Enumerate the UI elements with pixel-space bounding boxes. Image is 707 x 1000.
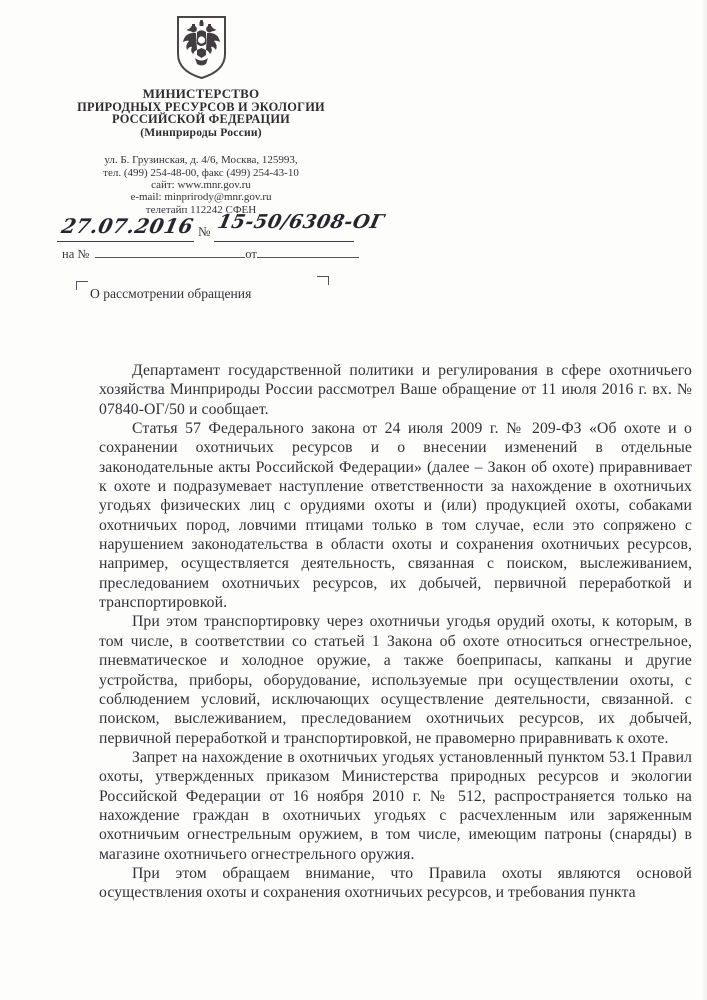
body-paragraph-3: При этом транспортировку через охотничьи угодья орудий охоты, к которым, в том числе, в соответствии со статьей 1 Закона об охоте относиться огнестрельное, пневматическое и холодное оружие, а также боеприпасы, капканы и другие устройства, приборы, оборудование, используемые при осуществлении охоты, с соблюдением условий, исключающих осуществление деятельности, связанной. с поиском, выслеживанием, преследованием охотничьих ресурсов, их добычей, первичной переработкой и транспортировкой, не правомерно приравнивать к охоте. [99,613,692,747]
body-paragraph-5: При этом обращаем внимание, что Правила охоты являются основой осуществления охоты и сохранения охотничьих ресурсов, и требования пункта [99,864,692,902]
subject-line: О рассмотрении обращения [90,286,252,301]
number-underline [214,241,354,242]
email: e-mail: minprirody@mnr.gov.ru [130,191,272,204]
date-underline [57,241,194,242]
body-paragraph-1: Департамент государственной политики и регулирования в сфере охотничьего хозяйства Минприроды России рассмотрел Ваше обращение от 11 июля 2016 г. вх. № 07840-ОГ/50 и сообщает. [99,362,692,418]
coat-of-arms-icon [175,14,228,81]
reply-date-blank [257,246,359,258]
postal-address: ул. Б. Грузинская, д. 4/6, Москва, 125993, [104,154,298,167]
handwritten-outgoing-number: 15-50/6308-ОГ [215,211,387,233]
ministry-short-name: (Минприроды России) [140,125,262,139]
website: сайт: www.mnr.gov.ru [151,178,251,191]
reply-from-label: от [245,247,257,261]
ministry-name [28,88,374,139]
reply-to-label: на № [62,247,90,261]
ministry-name-line3: РОССИЙСКОЙ ФЕДЕРАЦИИ [112,112,290,127]
scan-edge-shadow [701,0,707,1000]
addressee-corner-mark-left [76,281,88,290]
letter-body [99,361,692,903]
letterhead [28,0,374,216]
number-sign-label: № [198,224,211,239]
ministry-name-line2: ПРИРОДНЫХ РЕСУРСОВ И ЭКОЛОГИИ [77,99,325,114]
teletype: телетайп 112242 СФЕН [145,203,257,216]
phone-fax: тел. (499) 254-48-00, факс (499) 254-43-10 [103,166,299,179]
body-paragraph-4: Запрет на нахождение в охотничьих угодьях установленный пунктом 53.1 Правил охоты, утвержденных приказом Министерства природных ресурсов и экологии Российской Федерации от 16 ноября 2010 г. № 512, распространяется только на нахождение граждан в охотничьих угодьях с расчехленным или заряженным охотничьим огнестрельным оружием, в том числе, имеющим патроны (снаряды) в магазине охотничьего огнестрельного оружия. [99,748,692,863]
body-paragraph-2: Статья 57 Федерального закона от 24 июля 2009 г. № 209-ФЗ «Об охоте и о сохранении охотничьих ресурсов и о внесении изменений в отдельные законодательные акты Российской Федерации» (далее – Закон об охоте) приравнивает к охоте и подразумевает наступление ответственности за нахождение в охотничьих угодьях физических лиц с орудиями охоты и (или) продукцией охоты, собаками охотничьих пород, ловчими птицами только в том случае, если это сопряжено с нарушением законодательства в области охоты и сохранения охотничьих ресурсов, например, осуществляется деятельность, связанная с поиском, выслеживанием, преследованием охотничьих ресурсов, их добычей, первичной переработкой и транспортировкой. [99,420,692,612]
handwritten-date: 27.07.2016 [59,214,196,238]
reply-reference-line [62,246,359,262]
contact-block [28,154,374,215]
reply-number-blank [95,246,245,258]
ministry-name-line1: МИНИСТЕРСТВО [142,86,260,101]
addressee-corner-mark-right [317,276,329,285]
